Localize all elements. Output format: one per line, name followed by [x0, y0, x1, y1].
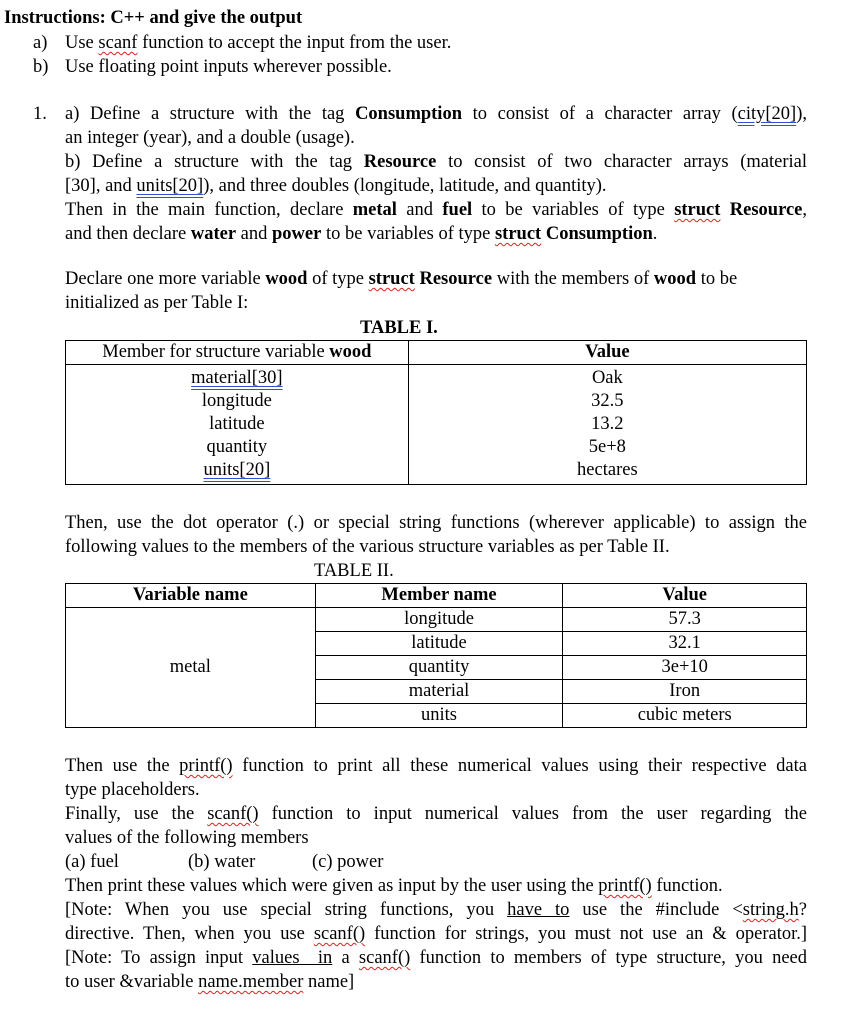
- table1-value: 32.5: [591, 391, 624, 411]
- instruction-item-b: b) Use floating point inputs wherever possible.: [33, 57, 392, 77]
- table2-value: 32.1: [563, 632, 807, 656]
- member-options: (a) fuel (b) water (c) power: [65, 852, 384, 872]
- table2-header-variable: Variable name: [66, 584, 316, 608]
- table2-variable-cell: metal: [66, 608, 316, 728]
- table2-member: quantity: [315, 656, 563, 680]
- table2-header-member: Member name: [315, 584, 563, 608]
- table1-value: 13.2: [591, 414, 624, 434]
- table2-value: 3e+10: [563, 656, 807, 680]
- scanf-term: scanf: [98, 33, 138, 53]
- assignment-paragraph: Then, use the dot operator (.) or special string functions (wherever applicable) to assign the following values to the members of the various structure variables as per Table II.: [65, 513, 807, 557]
- table2: [65, 583, 807, 728]
- question-1: 1. a) Define a structure with the tag Consumption to consist of a character array (city[20]), an integer (year), and a double (usage). b) Define a structure with the tag Resource to consist of two character arrays (material [30], and units[20]), and three doubles (longitude, latitude, and quantity). Then in the main function, declare metal and fuel to be variables of type struct Resource, and then declare water and power to be variables of type struct Consumption.: [33, 104, 808, 244]
- table2-value: cubic meters: [563, 704, 807, 728]
- table2-header-value: Value: [563, 584, 807, 608]
- table2-member: longitude: [315, 608, 563, 632]
- final-section: Then use the printf() function to print all these numerical values using their respective data type placeholders. Finally, use the scanf() function to input numerical values from the user regarding the values of the following members (a) fuel (b) water (c) power Then print these values which were given as input by the user using the printf() function. [Note: When you use special string functions, you have to use the #include <string.h? directive. Then, when you use scanf() function for strings, you must not use an & operator.] [Note: To assign input values in a scanf() function to members of type structure, you need to user &variable name.member name]: [65, 756, 808, 992]
- instruction-item-a: a) Use scanf function to accept the input from the user.: [33, 33, 452, 53]
- table1-member: quantity: [206, 437, 268, 457]
- table2-member: material: [315, 680, 563, 704]
- table2-member: latitude: [315, 632, 563, 656]
- table2-caption: TABLE II.: [314, 561, 394, 581]
- table1-member: units[20]: [203, 460, 271, 480]
- table1-value: 5e+8: [588, 437, 626, 457]
- table1-caption: TABLE I.: [360, 318, 438, 338]
- table2-value: 57.3: [563, 608, 807, 632]
- table1-member: longitude: [201, 391, 272, 411]
- instructions-title: Instructions: C++ and give the output: [4, 8, 303, 28]
- table2-value: Iron: [563, 680, 807, 704]
- table1-value: hectares: [577, 460, 638, 480]
- table1-header-member: Member for structure variable wood: [66, 341, 409, 365]
- wood-paragraph: Declare one more variable wood of type struct Resource with the members of wood to be initialized as per Table I:: [65, 269, 738, 313]
- table1-member: latitude: [209, 414, 265, 434]
- table1-members-cell: [66, 365, 409, 485]
- table1-values-cell: [408, 365, 806, 485]
- table1: [65, 340, 807, 485]
- table2-member: units: [315, 704, 563, 728]
- table1-value: Oak: [591, 368, 623, 388]
- table1-header-value: Value: [408, 341, 806, 365]
- table1-member: material[30]: [191, 368, 283, 388]
- question-number: 1.: [33, 104, 47, 124]
